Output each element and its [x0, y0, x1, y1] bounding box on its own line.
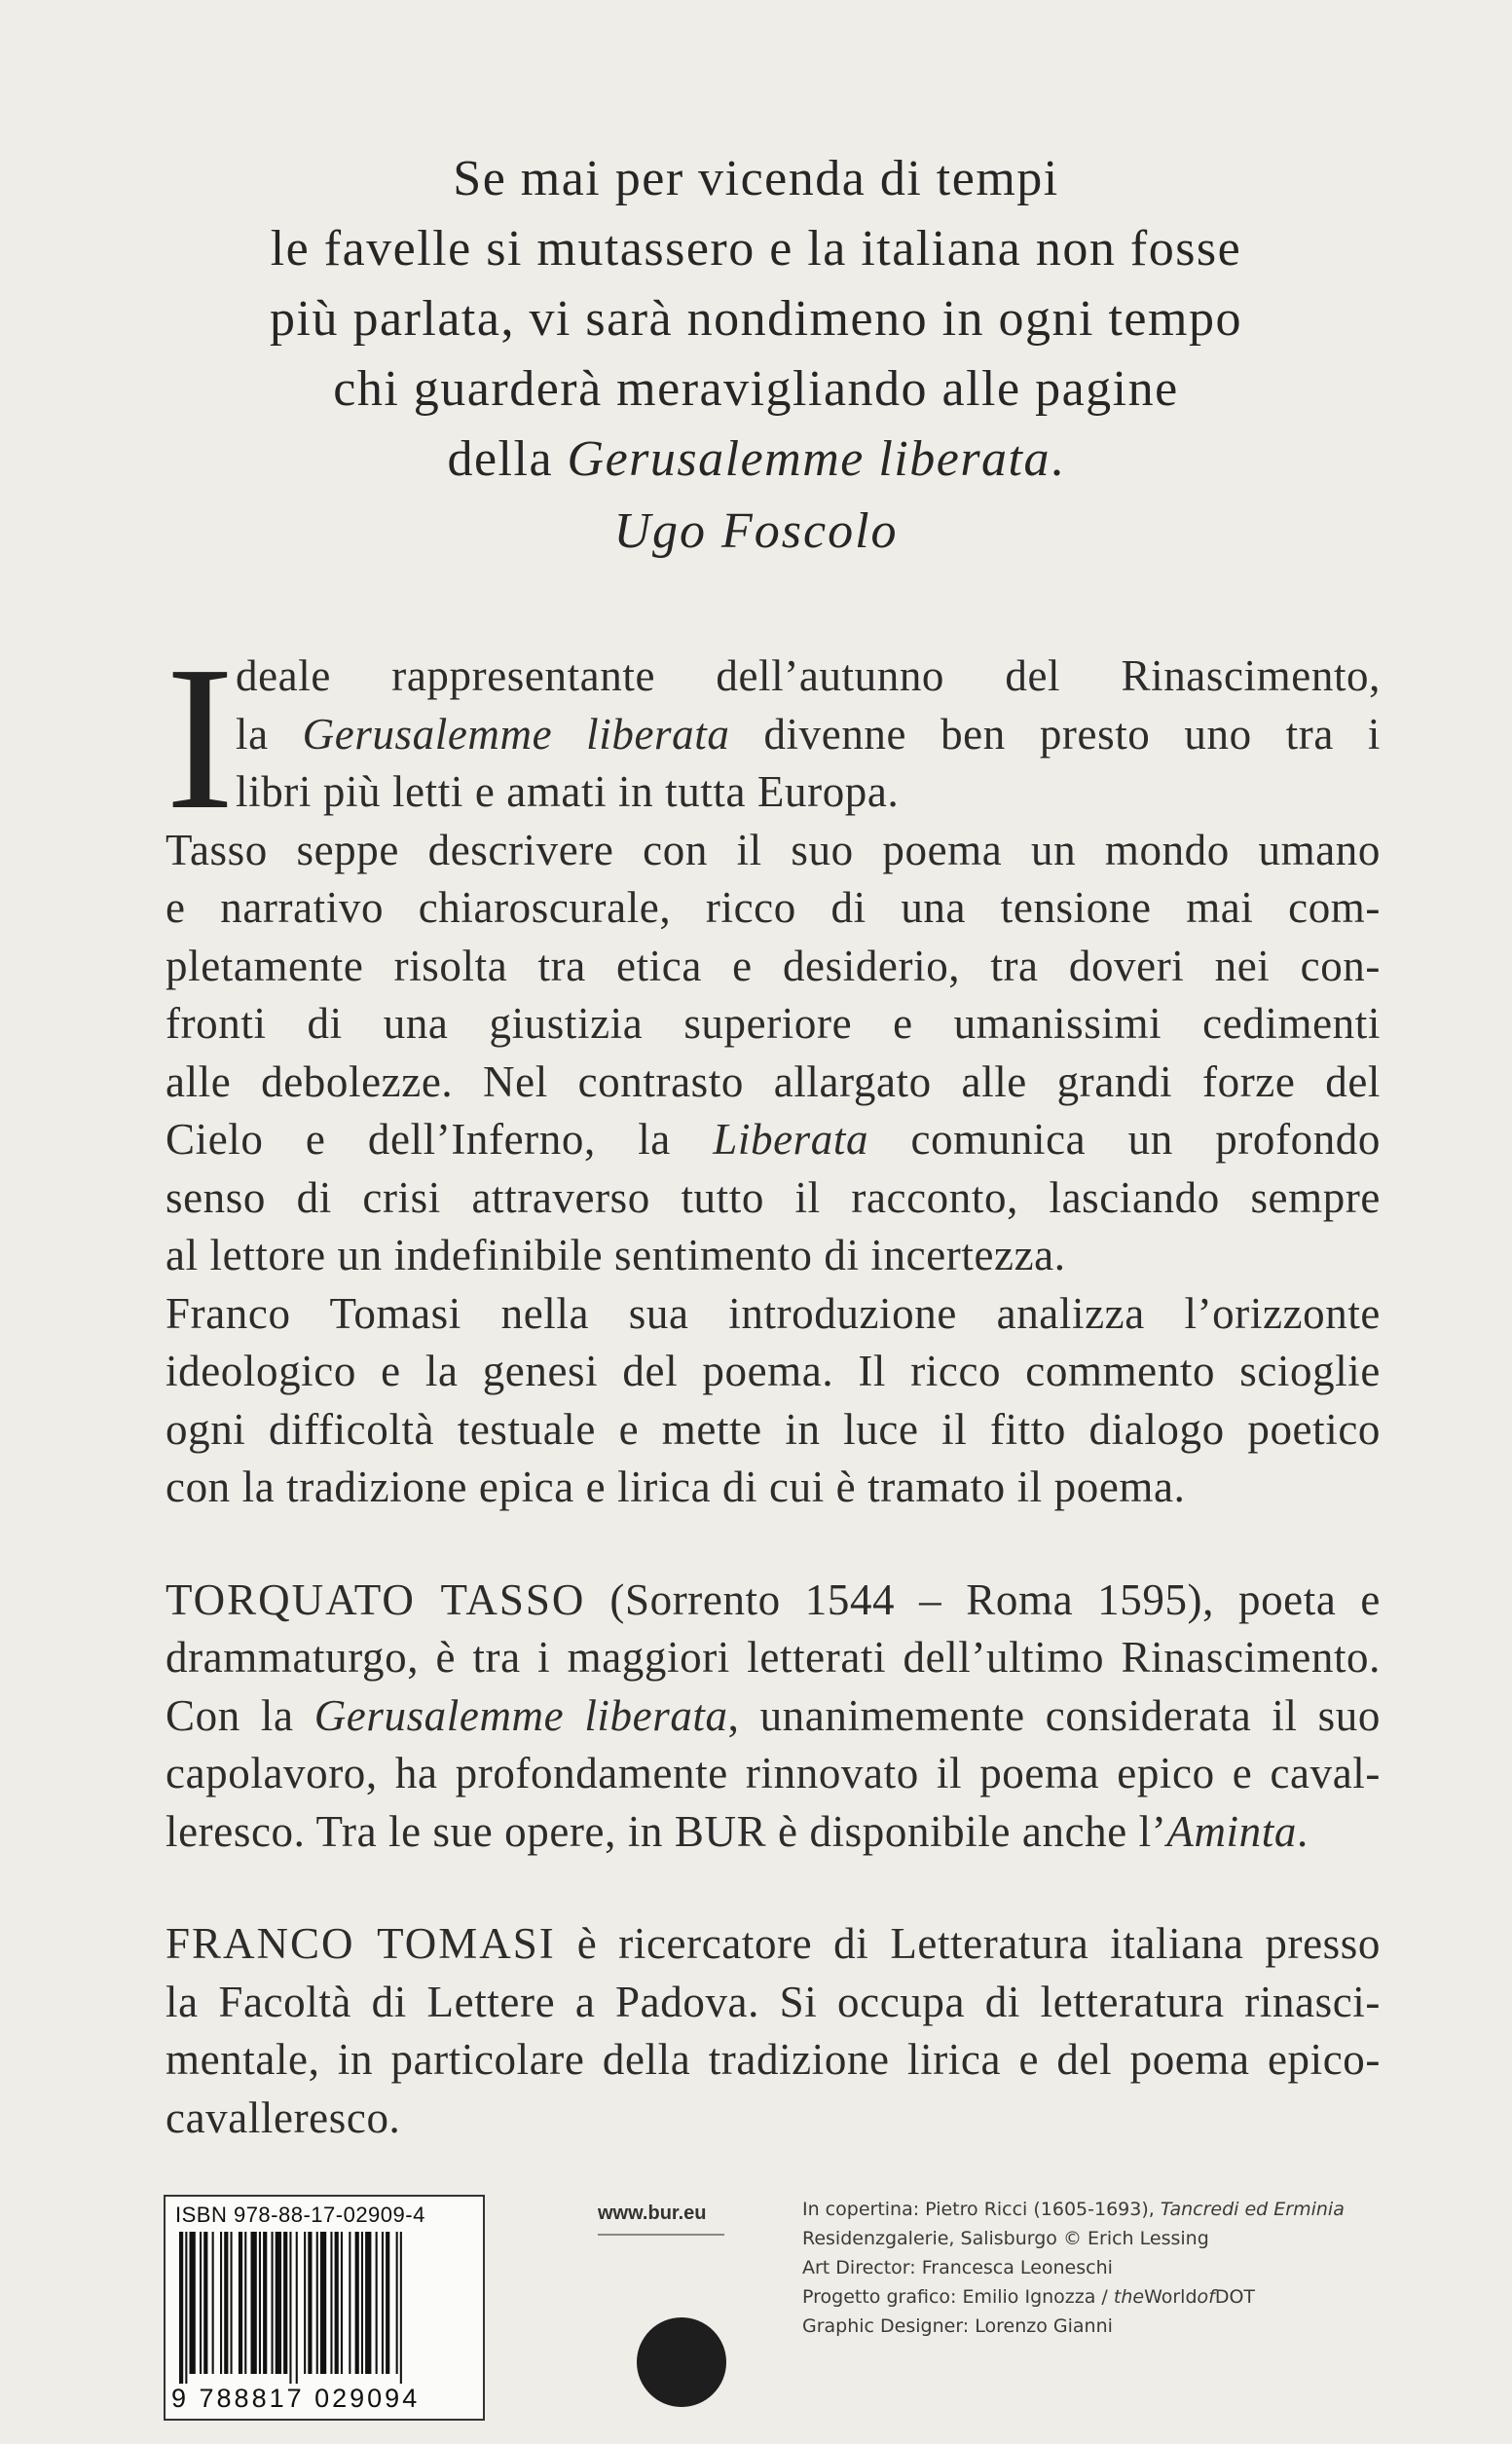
text: In copertina: Pietro Ricci (1605-1693),	[802, 2199, 1161, 2220]
epigraph-author: Ugo Foscolo	[613, 503, 899, 559]
credit-line	[802, 2195, 1484, 2224]
barcode-bar	[272, 2232, 274, 2374]
divider	[598, 2234, 724, 2236]
paragraph-line: Tasso seppe descrivere con il suo poema un mondo umano	[166, 825, 1381, 874]
text: (Sorrento 1544 – Roma 1595), poeta e	[585, 1574, 1381, 1624]
barcode-bar	[355, 2232, 359, 2374]
isbn-barcode	[164, 2195, 485, 2421]
text: Cielo e dell’Inferno, la	[166, 1115, 714, 1164]
text: , unanimemente considerata il suo	[727, 1690, 1381, 1740]
barcode-bar	[212, 2232, 214, 2374]
epigraph-line: chi guarderà meravigliando alle pagine	[333, 361, 1179, 417]
credit-line: Graphic Designer: Lorenzo Gianni	[802, 2315, 1113, 2337]
barcode-bar	[203, 2232, 207, 2374]
credit-line	[802, 2282, 1484, 2312]
epigraph	[166, 144, 1346, 567]
paragraph-line: al lettore un indefinibile sentimento di incertezza.	[166, 1231, 1066, 1279]
barcode-bar	[365, 2232, 371, 2374]
artwork-title: Tancredi ed Erminia	[1160, 2199, 1345, 2220]
text: Con la	[166, 1690, 314, 1740]
epigraph-text: .	[1051, 431, 1065, 487]
barcode-bar	[220, 2232, 222, 2374]
barcode-bar	[224, 2232, 228, 2374]
studio-name-part: of	[1197, 2286, 1215, 2308]
bur-dot-icon	[637, 2317, 726, 2407]
paragraph-line: e narrativo chiaroscurale, ricco di una tensione mai com-	[166, 883, 1381, 932]
barcode-bar	[341, 2232, 343, 2374]
text: comunica un profondo	[868, 1115, 1381, 1164]
barcode-bar	[361, 2232, 363, 2374]
epigraph-line: le favelle si mutassero e la italiana non fosse	[270, 221, 1242, 277]
work-title: Aminta	[1166, 1806, 1297, 1856]
author-bio-line	[166, 1687, 1381, 1746]
paragraph-line: senso di crisi attraverso tutto il racconto, lasciando sempre	[166, 1172, 1381, 1222]
ean13-barcode-icon	[175, 2232, 473, 2384]
barcode-bar	[376, 2232, 378, 2374]
editor-bio-line	[166, 1915, 1381, 1974]
cover-credits	[802, 2195, 1484, 2341]
barcode-bar	[304, 2232, 306, 2374]
barcode-bar	[349, 2232, 350, 2374]
barcode-bar	[231, 2232, 233, 2374]
author-bio-line	[166, 1803, 1381, 1862]
epigraph-text: della	[447, 431, 568, 487]
barcode-bar	[259, 2232, 261, 2374]
paragraph-line	[166, 1111, 1381, 1169]
barcode-bar	[185, 2232, 187, 2384]
barcode-bar	[320, 2232, 326, 2374]
barcode-bar	[179, 2232, 183, 2384]
text: divenne ben presto uno tra i	[729, 709, 1381, 759]
epigraph-line	[166, 425, 1346, 495]
barcode-bar	[283, 2232, 287, 2374]
epigraph-line: Se mai per vicenda di tempi	[453, 151, 1059, 206]
barcode-bar	[276, 2232, 281, 2374]
work-title: Gerusalemme liberata	[302, 709, 730, 759]
work-title: Gerusalemme liberata	[313, 1690, 728, 1740]
text: Progetto grafico: Emilio Ignozza /	[802, 2286, 1114, 2308]
epigraph-line: più parlata, vi sarà nondimeno in ogni tempo	[270, 291, 1242, 347]
studio-name-part: DOT	[1214, 2286, 1256, 2308]
description	[166, 623, 1381, 2147]
text: .	[1296, 1806, 1309, 1856]
barcode-bar	[308, 2232, 312, 2374]
barcode-bar	[330, 2232, 332, 2374]
barcode-bar	[244, 2232, 246, 2374]
barcode-bar	[289, 2232, 291, 2384]
barcode-bar	[396, 2232, 398, 2374]
barcode-bar	[239, 2232, 242, 2374]
barcode-bar	[251, 2232, 257, 2374]
paragraph-line: deale rappresentante dell’autunno del Rinascimento,	[236, 651, 1381, 700]
editor-bio-line: cavalleresco.	[166, 2092, 401, 2142]
barcode-bar	[386, 2232, 389, 2374]
text: leresco. Tra le sue opere, in BUR è disponibile anche l’	[166, 1806, 1167, 1856]
text: la	[236, 709, 303, 759]
ean-number: 9 788817 029094	[171, 2384, 421, 2413]
paragraph-line: libri più letti e amati in tutta Europa.	[236, 767, 900, 816]
author-bio-line: capolavoro, ha profondamente rinnovato il poema epico e caval-	[166, 1749, 1381, 1797]
editor-bio-line: la Facoltà di Lettere a Padova. Si occupa di letteratura rinasci-	[166, 1977, 1381, 2026]
work-title: Liberata	[713, 1115, 869, 1164]
barcode-bar	[263, 2232, 267, 2374]
paragraph-line: ideologico e la genesi del poema. Il ricco commento scioglie	[166, 1347, 1381, 1395]
barcode-bar	[296, 2232, 298, 2384]
author-name: TORQUATO TASSO	[166, 1574, 586, 1624]
paragraph-line	[166, 706, 1381, 764]
paragraph-line: alle debolezze. Nel contrasto allargato alle grandi forze del	[166, 1056, 1381, 1106]
editor-name: FRANCO TOMASI	[166, 1919, 556, 1968]
author-bio-line	[166, 1572, 1381, 1630]
barcode-bar	[190, 2232, 196, 2374]
footer	[0, 2181, 1512, 2444]
barcode-bar	[400, 2232, 402, 2384]
paragraph-line: ogni difficoltà testuale e mette in luce il fitto dialogo poetico	[166, 1404, 1381, 1454]
barcode-bar	[382, 2232, 384, 2374]
studio-name-part: World	[1144, 2286, 1198, 2308]
paragraph-line: con la tradizione epica e lirica di cui è tramato il poema.	[166, 1463, 1186, 1511]
paragraph-line: Franco Tomasi nella sua introduzione analizza l’orizzonte	[166, 1288, 1381, 1338]
credit-line: Art Director: Francesca Leoneschi	[802, 2257, 1113, 2278]
paragraph-line: pletamente risolta tra etica e desiderio, tra doveri nei con-	[166, 941, 1381, 990]
publisher-website[interactable]: www.bur.eu	[598, 2203, 707, 2224]
paragraph-line: fronti di una giustizia superiore e umanissimi cedimenti	[166, 999, 1381, 1048]
author-bio-line: drammaturgo, è tra i maggiori letterati dell’ultimo Rinascimento.	[166, 1633, 1381, 1682]
isbn-number: ISBN 978-88-17-02909-4	[175, 2203, 425, 2227]
barcode-bar	[335, 2232, 339, 2374]
editor-bio-line: mentale, in particolare della tradizione lirica e del poema epico-	[166, 2035, 1381, 2084]
barcode-bar	[316, 2232, 318, 2374]
studio-name-part: the	[1113, 2286, 1145, 2308]
description-body	[166, 822, 1381, 2148]
epigraph-work-title: Gerusalemme liberata	[567, 431, 1051, 487]
text: è ricercatore di Letteratura italiana presso	[555, 1919, 1381, 1968]
credit-line: Residenzgalerie, Salisburgo © Erich Lessing	[802, 2228, 1209, 2249]
drop-cap: I	[166, 623, 236, 852]
barcode-bar	[200, 2232, 202, 2374]
